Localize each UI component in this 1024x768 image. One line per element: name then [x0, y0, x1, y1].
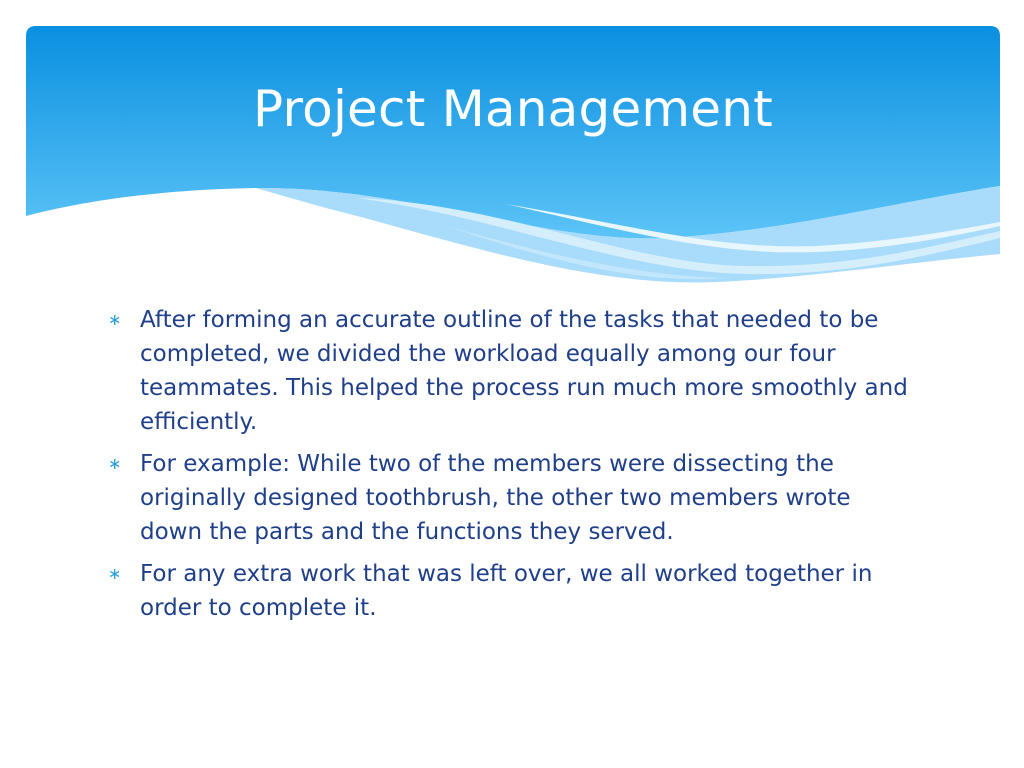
asterisk-bullet-icon: ∗ [108, 454, 122, 473]
slide-body [108, 303, 908, 633]
slide-title: Project Management [253, 80, 773, 138]
bullet-text: For example: While two of the members were dissecting the originally designed toothbrush, the other two members wrote down the parts and the functions they served. [140, 451, 851, 545]
title-banner [26, 26, 1000, 286]
bullet-item [108, 557, 908, 625]
bullet-item [108, 447, 908, 549]
asterisk-bullet-icon: ∗ [108, 310, 122, 329]
bullet-list [108, 303, 908, 625]
asterisk-bullet-icon: ∗ [108, 564, 122, 583]
wave-banner-graphic [26, 26, 1000, 286]
bullet-text: For any extra work that was left over, we all worked together in order to complete it. [140, 561, 873, 621]
bullet-text: After forming an accurate outline of the tasks that needed to be completed, we divided the workload equally among our four teammates. This helped the process run much more smoothly and efficiently. [140, 307, 908, 435]
bullet-item [108, 303, 908, 439]
